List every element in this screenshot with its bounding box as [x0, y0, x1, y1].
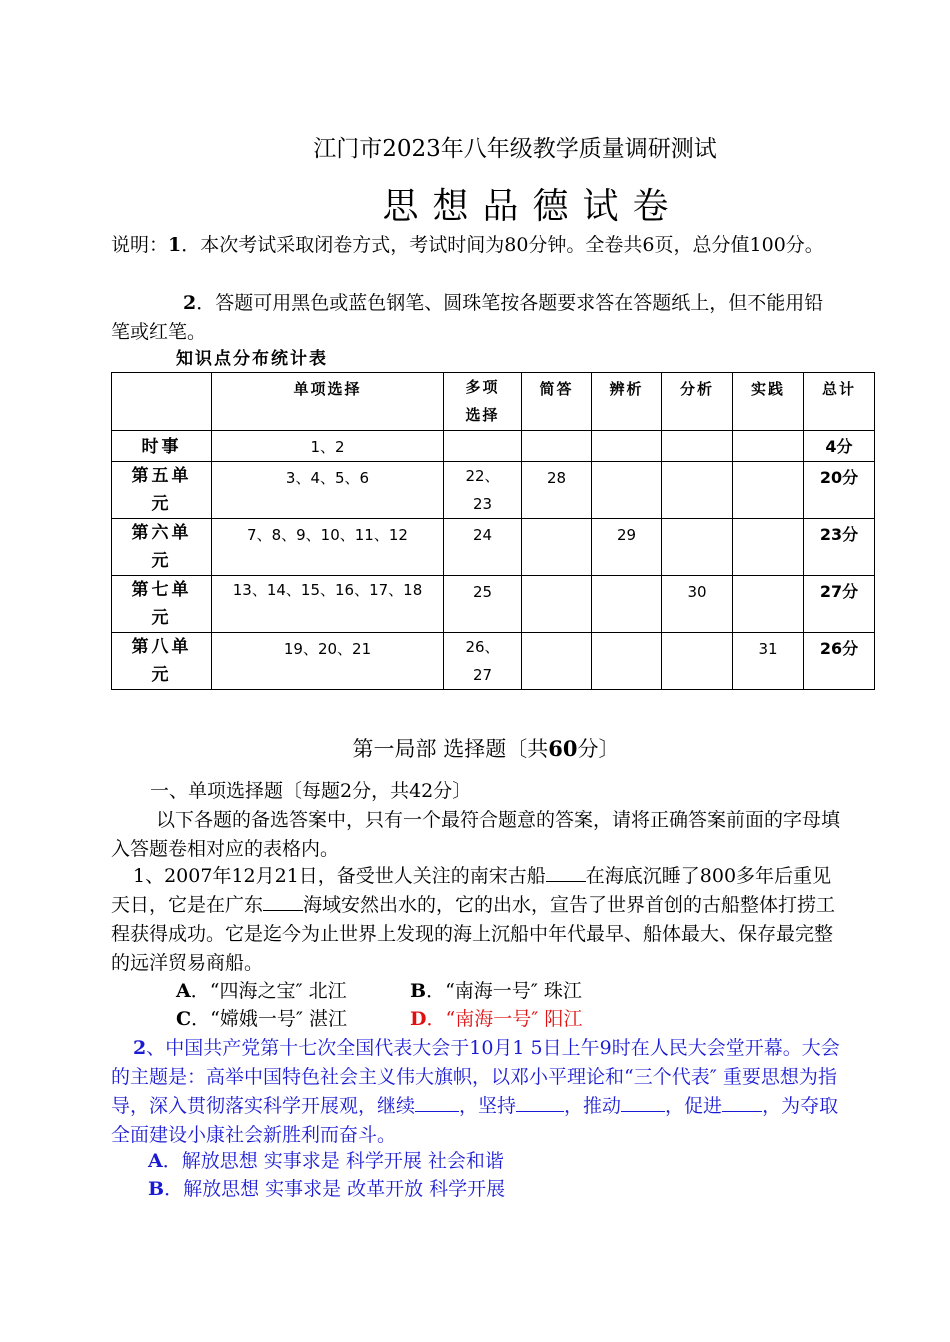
table-cell-total: 20分	[804, 462, 875, 519]
section-title-post: 分〕	[577, 737, 620, 761]
table-cell-total: 26分	[804, 633, 875, 690]
table-header-cell: 单项选择	[212, 373, 444, 431]
table-cell	[662, 462, 733, 519]
option-label: A	[148, 1150, 163, 1172]
table-header-cell: 分析	[662, 373, 733, 431]
question-2-text-c: ，推动	[564, 1095, 622, 1117]
table-cell: 25	[444, 576, 522, 633]
section-title	[0, 734, 950, 764]
q2-option-a	[148, 1147, 504, 1176]
instruction-1	[111, 231, 841, 260]
table-row	[112, 462, 875, 519]
table-cell: 29	[592, 519, 662, 576]
table-cell	[733, 576, 804, 633]
table-cell: 1、2	[212, 431, 444, 462]
table-cell-total: 27分	[804, 576, 875, 633]
instruction-2	[111, 289, 841, 347]
option-text: ．“南海一号″ 阳江	[426, 1008, 583, 1030]
table-cell	[522, 633, 592, 690]
question-1-text-c: 海域安然出水的，它的出水，宣告了世界首创的古船整体打捞工程获得成功。它是迄今为止世界上发现的海上沉船中年代最早、船体最大、保存最完整的远洋贸易商船。	[111, 894, 836, 974]
table-cell	[662, 519, 733, 576]
table-row	[112, 431, 875, 462]
question-2	[111, 1034, 841, 1150]
table-cell: 3、4、5、6	[212, 462, 444, 519]
question-1-text-a: 1、2007年12月21日，备受世人关注的南宋古船	[133, 865, 546, 887]
q1-option-c	[176, 1005, 347, 1034]
q1-option-b	[410, 977, 582, 1006]
table-cell	[592, 576, 662, 633]
table-row-head: 第五单元	[112, 462, 212, 519]
table-cell	[592, 431, 662, 462]
table-cell	[522, 519, 592, 576]
option-text: ．解放思想 实事求是 改革开放 科学开展	[164, 1178, 506, 1200]
table-row-head: 第七单元	[112, 576, 212, 633]
table-cell	[522, 431, 592, 462]
q2-option-b	[148, 1175, 505, 1204]
table-header-row	[112, 373, 875, 431]
table-cell	[733, 462, 804, 519]
table-cell: 22、23	[444, 462, 522, 519]
table-cell-total: 23分	[804, 519, 875, 576]
table-cell: 31	[733, 633, 804, 690]
table-header-cell	[112, 373, 212, 431]
table-header-cell: 多项选择	[444, 373, 522, 431]
table-cell: 24	[444, 519, 522, 576]
answer-blank	[546, 863, 586, 882]
table-cell	[662, 431, 733, 462]
table-cell: 30	[662, 576, 733, 633]
table-row	[112, 576, 875, 633]
table-cell: 26、27	[444, 633, 522, 690]
exam-title: 江门市2023年八年级教学质量调研测试	[313, 136, 717, 162]
option-label: B	[148, 1178, 165, 1200]
option-text: ．“四海之宝″ 北江	[190, 980, 347, 1002]
table-header-cell: 简答	[522, 373, 592, 431]
table-row-head: 第六单元	[112, 519, 212, 576]
question-2-text-b: ，坚持	[459, 1095, 517, 1117]
instruction-label: 说明：	[111, 234, 169, 256]
table-row-head: 时事	[112, 431, 212, 462]
table-header-cell: 实践	[733, 373, 804, 431]
q1-option-d-answer	[410, 1005, 582, 1034]
table-title: 知识点分布统计表	[176, 349, 328, 369]
instruction-2-text: ．答题可用黑色或蓝色钢笔、圆珠笔按各题要求答在答题纸上，但不能用铅笔或红笔。	[111, 292, 824, 343]
table-cell	[662, 633, 733, 690]
table-cell: 7、8、9、10、11、12	[212, 519, 444, 576]
option-text: ．解放思想 实事求是 科学开展 社会和谐	[162, 1150, 504, 1172]
table-cell: 28	[522, 462, 592, 519]
table-header-cell: 辨析	[592, 373, 662, 431]
table-cell	[733, 519, 804, 576]
part-heading: 一、单项选择题〔每题2分，共42分〕	[150, 780, 472, 802]
answer-blank	[722, 1093, 762, 1112]
answer-blank	[263, 892, 303, 911]
table-cell: 19、20、21	[212, 633, 444, 690]
answer-blank	[621, 1093, 665, 1112]
option-label: C	[176, 1008, 192, 1030]
instruction-2-num: 2	[183, 292, 197, 314]
q1-option-a	[176, 977, 347, 1006]
table-header-cell: 总计	[804, 373, 875, 431]
table-cell	[733, 431, 804, 462]
answer-blank	[516, 1093, 564, 1112]
option-text: ．“嫦娥一号″ 湛江	[191, 1008, 347, 1030]
table-cell: 13、14、15、16、17、18	[212, 576, 444, 633]
table-cell	[522, 576, 592, 633]
table-row	[112, 633, 875, 690]
option-label: B	[410, 980, 427, 1002]
question-2-text-a: 、中国共产党第十七次全国代表大会于10月1 5日上午9时在人民大会堂开幕。大会的主题是：高举中国特色社会主义伟大旗帜，以邓小平理论和“三个代表″ 重要思想为指导，深入贯彻落实科学开展观，继续	[111, 1037, 840, 1117]
section-title-score: 60	[548, 736, 578, 761]
instruction-1-text: ．本次考试采取闭卷方式，考试时间为80分钟。全卷共6页，总分值100分。	[181, 234, 824, 256]
question-1	[111, 862, 841, 978]
part-description: 以下各题的备选答案中，只有一个最符合题意的答案，请将正确答案前面的字母填入答题卷相对应的表格内。	[111, 809, 841, 860]
table-row	[112, 519, 875, 576]
exam-subtitle: 思想品德试卷	[382, 186, 683, 227]
table-cell-total: 4分	[804, 431, 875, 462]
section-title-pre: 第一局部 选择题〔共	[352, 737, 549, 761]
instruction-1-num: 1	[168, 234, 182, 256]
knowledge-distribution-table	[111, 372, 875, 690]
question-1-text-b: 在海底沉睡了800多年后重见天日，它是在广东	[111, 865, 832, 916]
table-cell	[444, 431, 522, 462]
question-2-num: 2	[133, 1037, 147, 1059]
table-row-head: 第八单元	[112, 633, 212, 690]
option-label: A	[176, 980, 191, 1002]
option-label: D	[410, 1008, 427, 1030]
table-cell	[592, 462, 662, 519]
question-2-text-d: ，促进	[665, 1095, 723, 1117]
answer-blank	[415, 1093, 459, 1112]
table-cell	[592, 633, 662, 690]
option-text: ．“南海一号″ 珠江	[426, 980, 582, 1002]
question-2-text-e: ，为夺取全面建设小康社会新胜利而奋斗。	[111, 1095, 839, 1146]
